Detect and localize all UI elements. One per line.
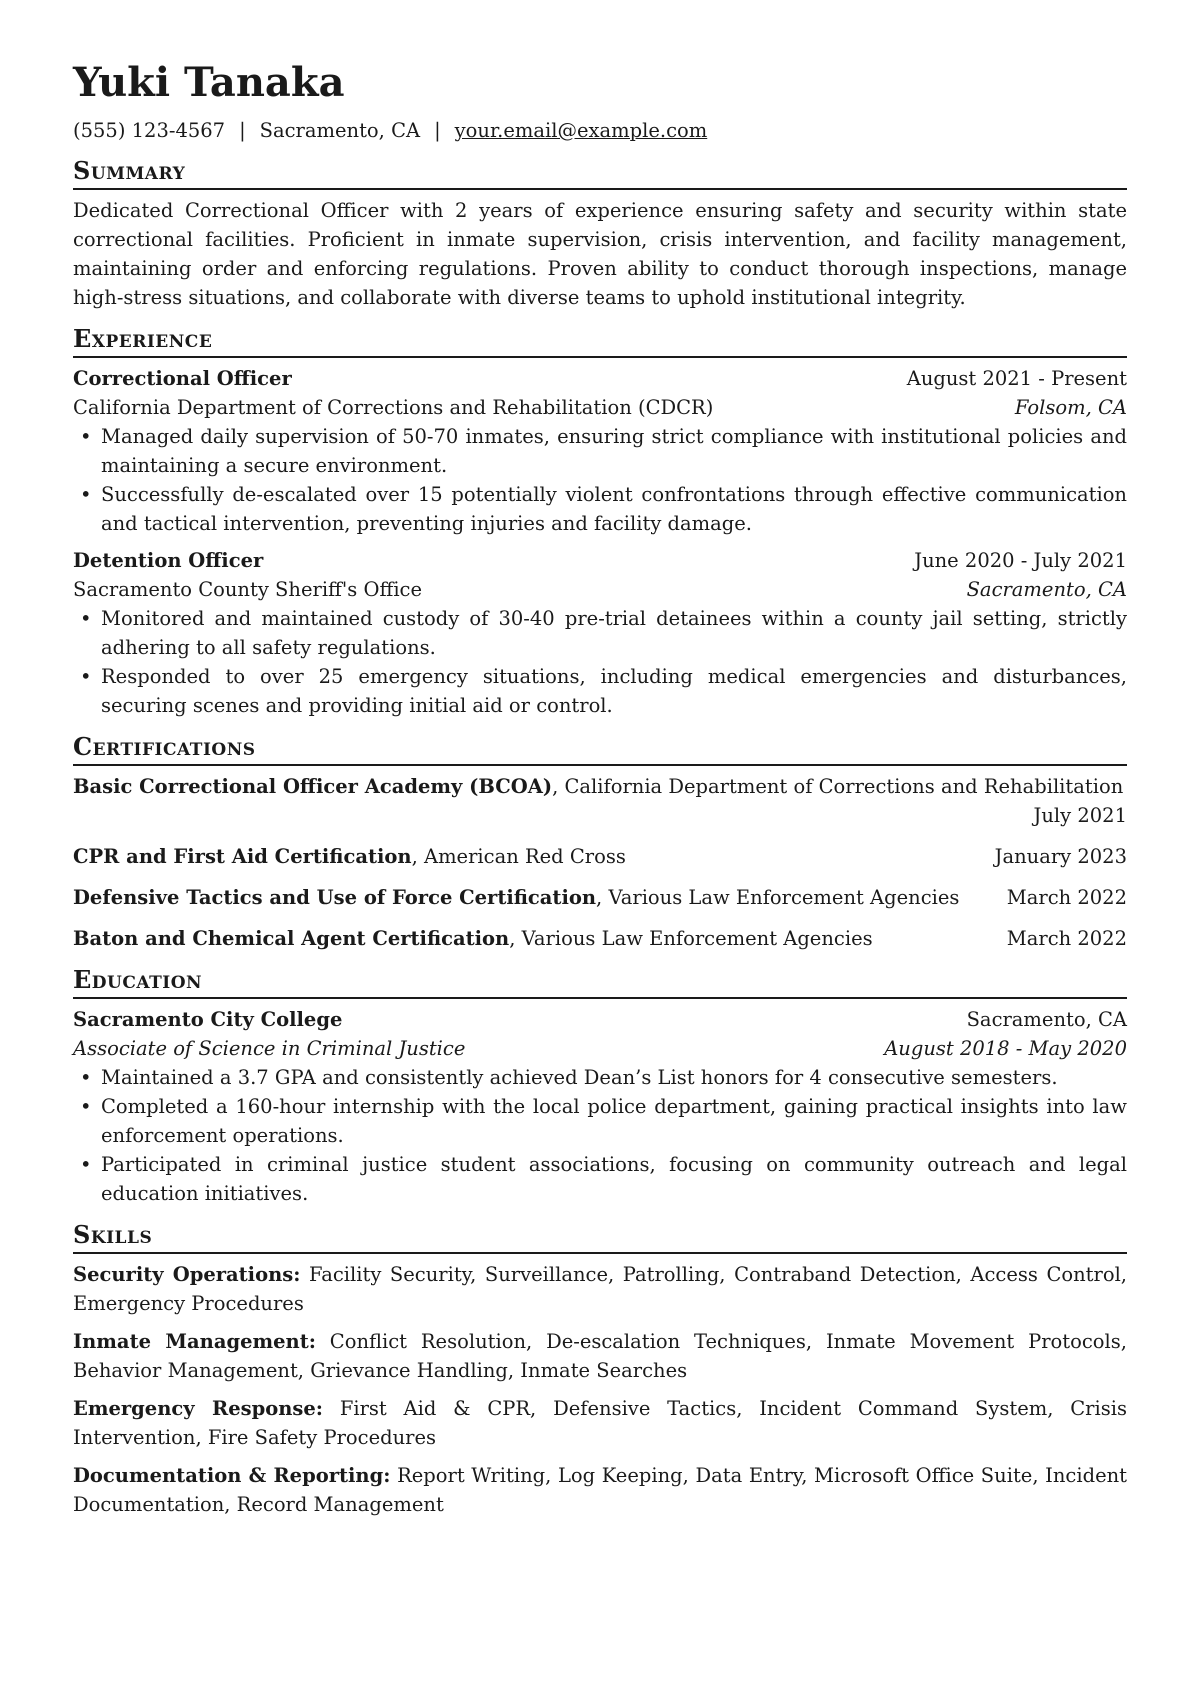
- skill-group-label: Security Operations:: [73, 1263, 301, 1286]
- education-dates: August 2018 - May 2020: [884, 1037, 1127, 1060]
- section-title-experience: Experience: [73, 324, 1127, 358]
- job-location: Sacramento, CA: [966, 578, 1127, 601]
- certification-item: CPR and First Aid Certification, American Red Cross January 2023: [73, 842, 1127, 871]
- skill-group-label: Emergency Response:: [73, 1397, 323, 1420]
- job-bullets: [73, 604, 1127, 720]
- skill-group: [73, 1394, 1127, 1452]
- certification-name: CPR and First Aid Certification: [73, 845, 412, 868]
- certification-issuer: California Department of Corrections and Rehabilitation: [564, 775, 1124, 798]
- job-bullet: • Successfully de-escalated over 15 potentially violent confrontations through effective communication and tactical intervention, preventing injuries and facility damage.: [73, 480, 1127, 538]
- certification-date: March 2022: [1006, 927, 1127, 950]
- education-bullet: • Participated in criminal justice student associations, focusing on community outreach and legal education initiatives.: [73, 1150, 1127, 1208]
- certification-name: Baton and Chemical Agent Certification: [73, 927, 510, 950]
- certification-date: January 2023: [994, 845, 1127, 868]
- certification-item: Defensive Tactics and Use of Force Certification, Various Law Enforcement Agencies March 2022: [73, 883, 1127, 912]
- experience-entry: [73, 546, 1127, 720]
- education-bullet: • Completed a 160-hour internship with the local police department, gaining practical insights into law enforcement operations.: [73, 1092, 1127, 1150]
- education-entry: [73, 1005, 1127, 1208]
- certification-issuer: Various Law Enforcement Agencies: [608, 886, 960, 909]
- degree-name: Associate of Science in Criminal Justice: [73, 1037, 466, 1060]
- certification-name: Basic Correctional Officer Academy (BCOA): [73, 775, 553, 798]
- job-organization: California Department of Corrections and Rehabilitation (CDCR): [73, 396, 714, 419]
- candidate-name: Yuki Tanaka: [73, 59, 345, 106]
- job-bullet: • Monitored and maintained custody of 30-40 pre-trial detainees within a county jail setting, strictly adhering to all safety regulations.: [73, 604, 1127, 662]
- job-title: Detention Officer: [73, 549, 264, 572]
- certification-issuer: American Red Cross: [423, 845, 626, 868]
- school-name: Sacramento City College: [73, 1008, 343, 1031]
- section-title-education: Education: [73, 965, 1127, 999]
- job-bullet: • Responded to over 25 emergency situations, including medical emergencies and disturbances, securing scenes and providing initial aid or control.: [73, 662, 1127, 720]
- certification-date: July 2021: [1033, 804, 1127, 827]
- job-dates: June 2020 - July 2021: [914, 549, 1127, 572]
- skill-group-items: Conflict Resolution, De-escalation Techniques, Inmate Movement Protocols, Behavior Management, Grievance Handling, Inmate Searches: [73, 1330, 1127, 1382]
- skill-group-label: Inmate Management:: [73, 1330, 316, 1353]
- experience-entry: [73, 364, 1127, 538]
- job-location: Folsom, CA: [1014, 396, 1127, 419]
- certification-date: March 2022: [1006, 886, 1127, 909]
- job-organization: Sacramento County Sheriff's Office: [73, 578, 423, 601]
- contact-separator: |: [434, 119, 441, 142]
- certification-item: Basic Correctional Officer Academy (BCOA), California Department of Corrections and Rehabilitation July 2021: [73, 772, 1127, 830]
- skill-group-items: Report Writing, Log Keeping, Data Entry, Microsoft Office Suite, Incident Documentation, Record Management: [73, 1464, 1127, 1516]
- certification-item: Baton and Chemical Agent Certification, Various Law Enforcement Agencies March 2022: [73, 924, 1127, 953]
- section-title-certifications: Certifications: [73, 732, 1127, 766]
- certification-name: Defensive Tactics and Use of Force Certification: [73, 886, 597, 909]
- school-location: Sacramento, CA: [966, 1008, 1127, 1031]
- skill-group: [73, 1327, 1127, 1385]
- skill-group-items: Facility Security, Surveillance, Patrolling, Contraband Detection, Access Control, Emergency Procedures: [73, 1263, 1127, 1315]
- skill-group-items: First Aid & CPR, Defensive Tactics, Incident Command System, Crisis Intervention, Fire Safety Procedures: [73, 1397, 1127, 1449]
- skill-group: [73, 1461, 1127, 1519]
- job-title: Correctional Officer: [73, 367, 292, 390]
- contact-location: Sacramento, CA: [259, 119, 421, 142]
- contact-email-link[interactable]: your.email@example.com: [454, 119, 708, 142]
- contact-line: [73, 118, 1127, 144]
- job-bullet: • Managed daily supervision of 50-70 inmates, ensuring strict compliance with institutional policies and maintaining a secure environment.: [73, 422, 1127, 480]
- section-title-skills: Skills: [73, 1220, 1127, 1254]
- education-bullet: • Maintained a 3.7 GPA and consistently achieved Dean’s List honors for 4 consecutive semesters.: [73, 1063, 1127, 1092]
- certification-issuer: Various Law Enforcement Agencies: [521, 927, 873, 950]
- resume-content: [73, 58, 1127, 1528]
- job-dates: August 2021 - Present: [906, 367, 1127, 390]
- contact-separator: |: [239, 119, 246, 142]
- education-bullets: [73, 1063, 1127, 1208]
- section-title-summary: Summary: [73, 156, 1127, 190]
- skill-group: [73, 1260, 1127, 1318]
- contact-phone: (555) 123-4567: [73, 119, 226, 142]
- summary-text: Dedicated Correctional Officer with 2 years of experience ensuring safety and security within state correctional facilities. Proficient in inmate supervision, crisis intervention, and facility management, maintaining order and enforcing regulations. Proven ability to conduct thorough inspections, manage high-stress situations, and collaborate with diverse teams to uphold institutional integrity.: [73, 199, 1127, 309]
- skill-group-label: Documentation & Reporting:: [73, 1464, 391, 1487]
- job-bullets: [73, 422, 1127, 538]
